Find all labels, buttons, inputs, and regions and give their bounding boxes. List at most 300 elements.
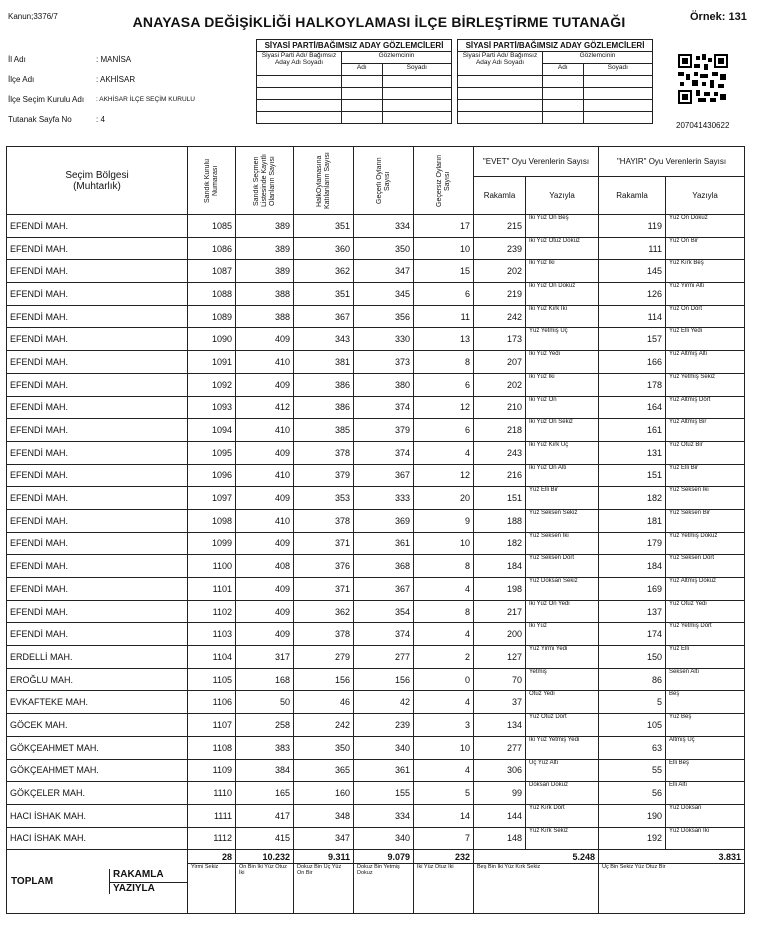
yes-words-cell: İki Yüz On Dokuz xyxy=(526,283,599,306)
no-words-cell: Yüz Altmış Dört xyxy=(666,396,745,419)
region-cell: GÖKÇEAHMET MAH. xyxy=(7,736,188,759)
yes-number-cell: 127 xyxy=(474,646,526,669)
ballot-no-cell: 1100 xyxy=(188,555,236,578)
registered-cell: 412 xyxy=(236,396,294,419)
yes-words-cell: İki Yüz On Sekiz xyxy=(526,419,599,442)
no-number-cell: 161 xyxy=(599,419,666,442)
valid-cell: 334 xyxy=(354,215,414,238)
region-cell: EFENDİ MAH. xyxy=(7,237,188,260)
yes-words-cell: İki Yüz On Altı xyxy=(526,464,599,487)
registered-cell: 168 xyxy=(236,668,294,691)
no-words-cell: Yüz Otuz Bir xyxy=(666,441,745,464)
valid-cell: 374 xyxy=(354,441,414,464)
table-row xyxy=(7,759,745,782)
yes-number-cell: 243 xyxy=(474,441,526,464)
participated-header xyxy=(294,147,354,215)
participated-cell: 156 xyxy=(294,668,354,691)
table-row xyxy=(7,215,745,238)
registered-cell: 388 xyxy=(236,305,294,328)
region-cell: EVKAFTEKE MAH. xyxy=(7,691,188,714)
total-ballots-words: Yirmi Sekiz xyxy=(188,864,236,914)
region-cell: ERDELLİ MAH. xyxy=(7,646,188,669)
participated-cell: 362 xyxy=(294,260,354,283)
invalid-cell: 13 xyxy=(414,328,474,351)
no-number-cell: 55 xyxy=(599,759,666,782)
participated-cell: 351 xyxy=(294,215,354,238)
table-row xyxy=(7,578,745,601)
invalid-cell: 4 xyxy=(414,623,474,646)
yes-number-cell: 217 xyxy=(474,600,526,623)
no-number-cell: 114 xyxy=(599,305,666,328)
participated-cell: 371 xyxy=(294,532,354,555)
registered-cell: 388 xyxy=(236,283,294,306)
table-row xyxy=(7,532,745,555)
info-label: İlçe Adı xyxy=(8,75,35,84)
no-number-cell: 157 xyxy=(599,328,666,351)
table-row xyxy=(7,509,745,532)
ballot-no-cell: 1112 xyxy=(188,827,236,850)
invalid-cell: 17 xyxy=(414,215,474,238)
yes-number-cell: 200 xyxy=(474,623,526,646)
no-votes-header: "HAYIR" Oyu Verenlerin Sayısı xyxy=(599,147,745,177)
table-row xyxy=(7,668,745,691)
region-cell: EFENDİ MAH. xyxy=(7,487,188,510)
invalid-cell: 8 xyxy=(414,351,474,374)
ballot-no-cell: 1095 xyxy=(188,441,236,464)
no-number-cell: 126 xyxy=(599,283,666,306)
ballot-no-cell: 1105 xyxy=(188,668,236,691)
participated-cell: 378 xyxy=(294,623,354,646)
yes-number-cell: 242 xyxy=(474,305,526,328)
participated-cell: 379 xyxy=(294,464,354,487)
invalid-cell: 5 xyxy=(414,782,474,805)
table-row xyxy=(7,600,745,623)
participated-cell: 365 xyxy=(294,759,354,782)
yes-words-cell: Yüz Seksen Sekiz xyxy=(526,509,599,532)
ballot-no-cell: 1104 xyxy=(188,646,236,669)
no-words-cell: Yüz Seksen Dört xyxy=(666,555,745,578)
region-cell: EFENDİ MAH. xyxy=(7,328,188,351)
registered-label: Sandık Seçmen Listesinde Kayıtlı Olanların Sayısı xyxy=(252,154,276,207)
registered-cell: 383 xyxy=(236,736,294,759)
valid-cell: 367 xyxy=(354,578,414,601)
ballot-no-cell: 1097 xyxy=(188,487,236,510)
qr-code-icon xyxy=(678,54,728,104)
invalid-cell: 12 xyxy=(414,464,474,487)
name-label: Adı xyxy=(543,64,584,76)
no-number-cell: 164 xyxy=(599,396,666,419)
registered-cell: 410 xyxy=(236,464,294,487)
table-row xyxy=(7,487,745,510)
valid-cell: 239 xyxy=(354,714,414,737)
table-row xyxy=(7,555,745,578)
invalid-cell: 15 xyxy=(414,260,474,283)
participated-cell: 367 xyxy=(294,305,354,328)
participated-cell: 350 xyxy=(294,736,354,759)
no-number-cell: 182 xyxy=(599,487,666,510)
no-words-cell: Yüz On Dokuz xyxy=(666,215,745,238)
region-cell: EFENDİ MAH. xyxy=(7,419,188,442)
region-cell: HACI İSHAK MAH. xyxy=(7,804,188,827)
ballot-no-cell: 1098 xyxy=(188,509,236,532)
ballot-no-cell: 1089 xyxy=(188,305,236,328)
yes-number-cell: 202 xyxy=(474,373,526,396)
yes-words-cell: İki Yüz On Yedi xyxy=(526,600,599,623)
region-cell: EFENDİ MAH. xyxy=(7,215,188,238)
no-words-cell: Yüz Beş xyxy=(666,714,745,737)
region-cell: GÖKÇELER MAH. xyxy=(7,782,188,805)
no-number-cell: 5 xyxy=(599,691,666,714)
yes-number-cell: 70 xyxy=(474,668,526,691)
invalid-cell: 10 xyxy=(414,532,474,555)
participated-cell: 343 xyxy=(294,328,354,351)
no-words-cell: Yüz Altmış Altı xyxy=(666,351,745,374)
table-row xyxy=(7,804,745,827)
invalid-cell: 6 xyxy=(414,283,474,306)
invalid-cell: 14 xyxy=(414,804,474,827)
no-number-cell: 119 xyxy=(599,215,666,238)
region-cell: GÖKÇEAHMET MAH. xyxy=(7,759,188,782)
invalid-cell: 4 xyxy=(414,441,474,464)
observer-label: Gözlemcinin xyxy=(342,52,452,64)
registered-cell: 317 xyxy=(236,646,294,669)
region-cell: EFENDİ MAH. xyxy=(7,283,188,306)
region-cell: EFENDİ MAH. xyxy=(7,532,188,555)
participated-cell: 381 xyxy=(294,351,354,374)
yes-words-cell: İki Yüz Kırk Üç xyxy=(526,441,599,464)
participated-cell: 376 xyxy=(294,555,354,578)
invalid-cell: 6 xyxy=(414,373,474,396)
yes-number-cell: 198 xyxy=(474,578,526,601)
registered-cell: 408 xyxy=(236,555,294,578)
valid-cell: 340 xyxy=(354,736,414,759)
ballot-no-cell: 1091 xyxy=(188,351,236,374)
page-title: ANAYASA DEĞİŞİKLİĞİ HALKOYLAMASI İLÇE BİRLEŞTİRME TUTANAĞI xyxy=(132,14,626,30)
invalid-cell: 8 xyxy=(414,600,474,623)
invalid-cell: 4 xyxy=(414,759,474,782)
table-row xyxy=(7,736,745,759)
ballot-no-cell: 1087 xyxy=(188,260,236,283)
yes-number-cell: 239 xyxy=(474,237,526,260)
table-row xyxy=(7,646,745,669)
table-row xyxy=(7,373,745,396)
valid-cell: 367 xyxy=(354,464,414,487)
invalid-cell: 8 xyxy=(414,555,474,578)
ballot-no-cell: 1107 xyxy=(188,714,236,737)
no-number-cell: 111 xyxy=(599,237,666,260)
yes-number-cell: 218 xyxy=(474,419,526,442)
participated-cell: 353 xyxy=(294,487,354,510)
yes-words-cell: İki Yüz İki xyxy=(526,260,599,283)
table-row xyxy=(7,441,745,464)
yes-words-cell: İki Yüz İki xyxy=(526,373,599,396)
registered-cell: 389 xyxy=(236,260,294,283)
participated-cell: 362 xyxy=(294,600,354,623)
invalid-label: Geçersiz Oyların Sayısı xyxy=(435,154,451,207)
valid-cell: 374 xyxy=(354,396,414,419)
participated-cell: 279 xyxy=(294,646,354,669)
no-number-cell: 105 xyxy=(599,714,666,737)
total-invalid-words: İki Yüz Otuz İki xyxy=(414,864,474,914)
ballot-no-header xyxy=(188,147,236,215)
yes-number-cell: 277 xyxy=(474,736,526,759)
no-number-cell: 179 xyxy=(599,532,666,555)
info-row xyxy=(8,50,246,70)
info-label: İl Adı xyxy=(8,55,26,64)
table-row xyxy=(7,283,745,306)
no-yaziyla-header: Yazıyla xyxy=(666,177,745,215)
valid-cell: 368 xyxy=(354,555,414,578)
participated-cell: 348 xyxy=(294,804,354,827)
total-valid-words: Dokuz Bin Yetmiş Dokuz xyxy=(354,864,414,914)
participated-cell: 351 xyxy=(294,283,354,306)
observer-table-2 xyxy=(457,39,653,124)
yes-yaziyla-header: Yazıyla xyxy=(526,177,599,215)
observer-title: SİYASİ PARTİ/BAĞIMSIZ ADAY GÖZLEMCİLERİ xyxy=(257,40,452,52)
ballot-no-cell: 1094 xyxy=(188,419,236,442)
no-words-cell: Yüz Yetmiş Sekiz xyxy=(666,373,745,396)
info-row xyxy=(8,110,246,130)
region-cell: EFENDİ MAH. xyxy=(7,600,188,623)
invalid-cell: 3 xyxy=(414,714,474,737)
yes-number-cell: 210 xyxy=(474,396,526,419)
no-number-cell: 86 xyxy=(599,668,666,691)
registered-cell: 409 xyxy=(236,487,294,510)
region-cell: EFENDİ MAH. xyxy=(7,305,188,328)
yes-words-cell: Yüz Doksan Sekiz xyxy=(526,578,599,601)
rakamla-label: RAKAMLA xyxy=(110,869,187,883)
registered-cell: 409 xyxy=(236,578,294,601)
info-value: : AKHİSAR İLÇE SEÇİM KURULU xyxy=(96,96,195,103)
yes-number-cell: 184 xyxy=(474,555,526,578)
valid-cell: 156 xyxy=(354,668,414,691)
yes-words-cell: Yüz Yirmi Yedi xyxy=(526,646,599,669)
valid-cell: 379 xyxy=(354,419,414,442)
no-words-cell: Yüz Kırk Beş xyxy=(666,260,745,283)
participated-label: HalkOylamasına Katılanların Sayısı xyxy=(315,152,331,209)
info-label: Tutanak Sayfa No xyxy=(8,115,72,124)
surname-label: Soyadı xyxy=(382,64,451,76)
ballot-no-cell: 1110 xyxy=(188,782,236,805)
invalid-cell: 7 xyxy=(414,827,474,850)
valid-cell: 373 xyxy=(354,351,414,374)
ballot-no-cell: 1108 xyxy=(188,736,236,759)
total-no-words: Üç Bin Sekiz Yüz Otuz Bir xyxy=(599,864,745,914)
region-cell: EFENDİ MAH. xyxy=(7,555,188,578)
region-cell: EFENDİ MAH. xyxy=(7,578,188,601)
ballot-no-cell: 1099 xyxy=(188,532,236,555)
yes-words-cell: İki Yüz xyxy=(526,623,599,646)
yes-number-cell: 306 xyxy=(474,759,526,782)
no-words-cell: Seksen Altı xyxy=(666,668,745,691)
no-words-cell: Yüz On Bir xyxy=(666,237,745,260)
region-header-label: Seçim Bölgesi (Muhtarlık) xyxy=(65,169,129,192)
registered-cell: 410 xyxy=(236,351,294,374)
no-number-cell: 137 xyxy=(599,600,666,623)
registered-cell: 389 xyxy=(236,215,294,238)
registered-cell: 50 xyxy=(236,691,294,714)
region-cell: GÖCEK MAH. xyxy=(7,714,188,737)
no-number-cell: 190 xyxy=(599,804,666,827)
table-row xyxy=(7,237,745,260)
total-registered: 10.232 xyxy=(236,850,294,864)
yes-number-cell: 219 xyxy=(474,283,526,306)
invalid-cell: 4 xyxy=(414,578,474,601)
registered-header xyxy=(236,147,294,215)
registered-cell: 409 xyxy=(236,373,294,396)
invalid-cell: 10 xyxy=(414,237,474,260)
region-cell: EFENDİ MAH. xyxy=(7,396,188,419)
invalid-cell: 6 xyxy=(414,419,474,442)
registered-cell: 415 xyxy=(236,827,294,850)
ballot-no-cell: 1086 xyxy=(188,237,236,260)
region-cell: EROĞLU MAH. xyxy=(7,668,188,691)
valid-header xyxy=(354,147,414,215)
yes-number-cell: 188 xyxy=(474,509,526,532)
info-row xyxy=(8,90,246,110)
total-valid: 9.079 xyxy=(354,850,414,864)
no-words-cell: Yüz Elli xyxy=(666,646,745,669)
no-number-cell: 169 xyxy=(599,578,666,601)
no-words-cell: Yüz Yetmiş Dokuz xyxy=(666,532,745,555)
no-words-cell: Yüz Seksen Bir xyxy=(666,509,745,532)
info-value: : 4 xyxy=(96,115,105,124)
invalid-cell: 9 xyxy=(414,509,474,532)
no-number-cell: 145 xyxy=(599,260,666,283)
participated-cell: 46 xyxy=(294,691,354,714)
valid-cell: 42 xyxy=(354,691,414,714)
valid-cell: 340 xyxy=(354,827,414,850)
yaziyla-label: YAZIYLA xyxy=(113,883,155,895)
yes-words-cell: Yüz Elli Bir xyxy=(526,487,599,510)
no-words-cell: Yüz Elli Bir xyxy=(666,464,745,487)
registered-cell: 410 xyxy=(236,509,294,532)
valid-cell: 155 xyxy=(354,782,414,805)
valid-cell: 330 xyxy=(354,328,414,351)
totals-label: TOPLAM xyxy=(11,876,54,888)
yes-number-cell: 215 xyxy=(474,215,526,238)
form-sample-number: Örnek: 131 xyxy=(690,11,747,23)
total-invalid: 232 xyxy=(414,850,474,864)
region-cell: EFENDİ MAH. xyxy=(7,260,188,283)
yes-number-cell: 182 xyxy=(474,532,526,555)
yes-number-cell: 134 xyxy=(474,714,526,737)
table-row xyxy=(7,714,745,737)
no-words-cell: Yüz Elli Yedi xyxy=(666,328,745,351)
no-words-cell: Elli Beş xyxy=(666,759,745,782)
yes-words-cell: Yüz Kırk Dört xyxy=(526,804,599,827)
invalid-cell: 0 xyxy=(414,668,474,691)
valid-cell: 361 xyxy=(354,532,414,555)
registered-cell: 410 xyxy=(236,419,294,442)
valid-cell: 350 xyxy=(354,237,414,260)
registered-cell: 409 xyxy=(236,623,294,646)
table-row xyxy=(7,827,745,850)
info-value: : AKHİSAR xyxy=(96,75,136,84)
invalid-cell: 11 xyxy=(414,305,474,328)
yes-number-cell: 202 xyxy=(474,260,526,283)
total-registered-words: On Bin İki Yüz Otuz İki xyxy=(236,864,294,914)
table-row xyxy=(7,419,745,442)
participated-cell: 242 xyxy=(294,714,354,737)
yes-words-cell: Yüz Yetmiş Üç xyxy=(526,328,599,351)
observer-table-1 xyxy=(256,39,452,124)
yes-words-cell: İki Yüz On Beş xyxy=(526,215,599,238)
ballot-no-cell: 1109 xyxy=(188,759,236,782)
valid-cell: 277 xyxy=(354,646,414,669)
participated-cell: 378 xyxy=(294,441,354,464)
info-label: İlçe Seçim Kurulu Adı xyxy=(8,95,85,104)
yes-words-cell: Yüz Seksen Dört xyxy=(526,555,599,578)
observer-label: Gözlemcinin xyxy=(543,52,653,64)
yes-words-cell: İki Yüz Otuz Dokuz xyxy=(526,237,599,260)
registered-cell: 409 xyxy=(236,328,294,351)
invalid-header xyxy=(414,147,474,215)
yes-words-cell: Yüz Seksen İki xyxy=(526,532,599,555)
invalid-cell: 12 xyxy=(414,396,474,419)
total-ballots: 28 xyxy=(188,850,236,864)
valid-cell: 374 xyxy=(354,623,414,646)
valid-cell: 369 xyxy=(354,509,414,532)
surname-label: Soyadı xyxy=(583,64,652,76)
table-row xyxy=(7,305,745,328)
valid-cell: 347 xyxy=(354,260,414,283)
no-number-cell: 151 xyxy=(599,464,666,487)
no-words-cell: Yüz Yirmi Altı xyxy=(666,283,745,306)
participated-cell: 386 xyxy=(294,373,354,396)
no-number-cell: 192 xyxy=(599,827,666,850)
valid-label: Geçerli Oyların Sayısı xyxy=(375,157,391,204)
total-yes-words: Beş Bin İki Yüz Kırk Sekiz xyxy=(474,864,599,914)
no-number-cell: 174 xyxy=(599,623,666,646)
yes-words-cell: İki Yüz Yetmiş Yedi xyxy=(526,736,599,759)
no-words-cell: Yüz On Dört xyxy=(666,305,745,328)
ballot-no-cell: 1088 xyxy=(188,283,236,306)
region-cell: EFENDİ MAH. xyxy=(7,509,188,532)
valid-cell: 356 xyxy=(354,305,414,328)
ballot-no-label: Sandık Kurulu Numarası xyxy=(203,158,219,203)
no-rakamla-header: Rakamla xyxy=(599,177,666,215)
registered-cell: 384 xyxy=(236,759,294,782)
yes-words-cell: İki Yüz Yedi xyxy=(526,351,599,374)
info-value: : MANİSA xyxy=(96,55,132,64)
valid-cell: 334 xyxy=(354,804,414,827)
info-row xyxy=(8,70,246,90)
no-number-cell: 131 xyxy=(599,441,666,464)
yes-number-cell: 37 xyxy=(474,691,526,714)
yes-number-cell: 173 xyxy=(474,328,526,351)
invalid-cell: 20 xyxy=(414,487,474,510)
no-words-cell: Yüz Doksan xyxy=(666,804,745,827)
table-row xyxy=(7,691,745,714)
yes-words-cell: İki Yüz On xyxy=(526,396,599,419)
no-number-cell: 166 xyxy=(599,351,666,374)
yes-number-cell: 207 xyxy=(474,351,526,374)
valid-cell: 361 xyxy=(354,759,414,782)
yes-number-cell: 144 xyxy=(474,804,526,827)
registered-cell: 417 xyxy=(236,804,294,827)
registered-cell: 409 xyxy=(236,600,294,623)
ballot-no-cell: 1093 xyxy=(188,396,236,419)
no-number-cell: 150 xyxy=(599,646,666,669)
yes-words-cell: Doksan Dokuz xyxy=(526,782,599,805)
yes-words-cell: Otuz Yedi xyxy=(526,691,599,714)
region-header xyxy=(7,147,188,215)
no-number-cell: 63 xyxy=(599,736,666,759)
valid-cell: 354 xyxy=(354,600,414,623)
registered-cell: 389 xyxy=(236,237,294,260)
participated-cell: 371 xyxy=(294,578,354,601)
